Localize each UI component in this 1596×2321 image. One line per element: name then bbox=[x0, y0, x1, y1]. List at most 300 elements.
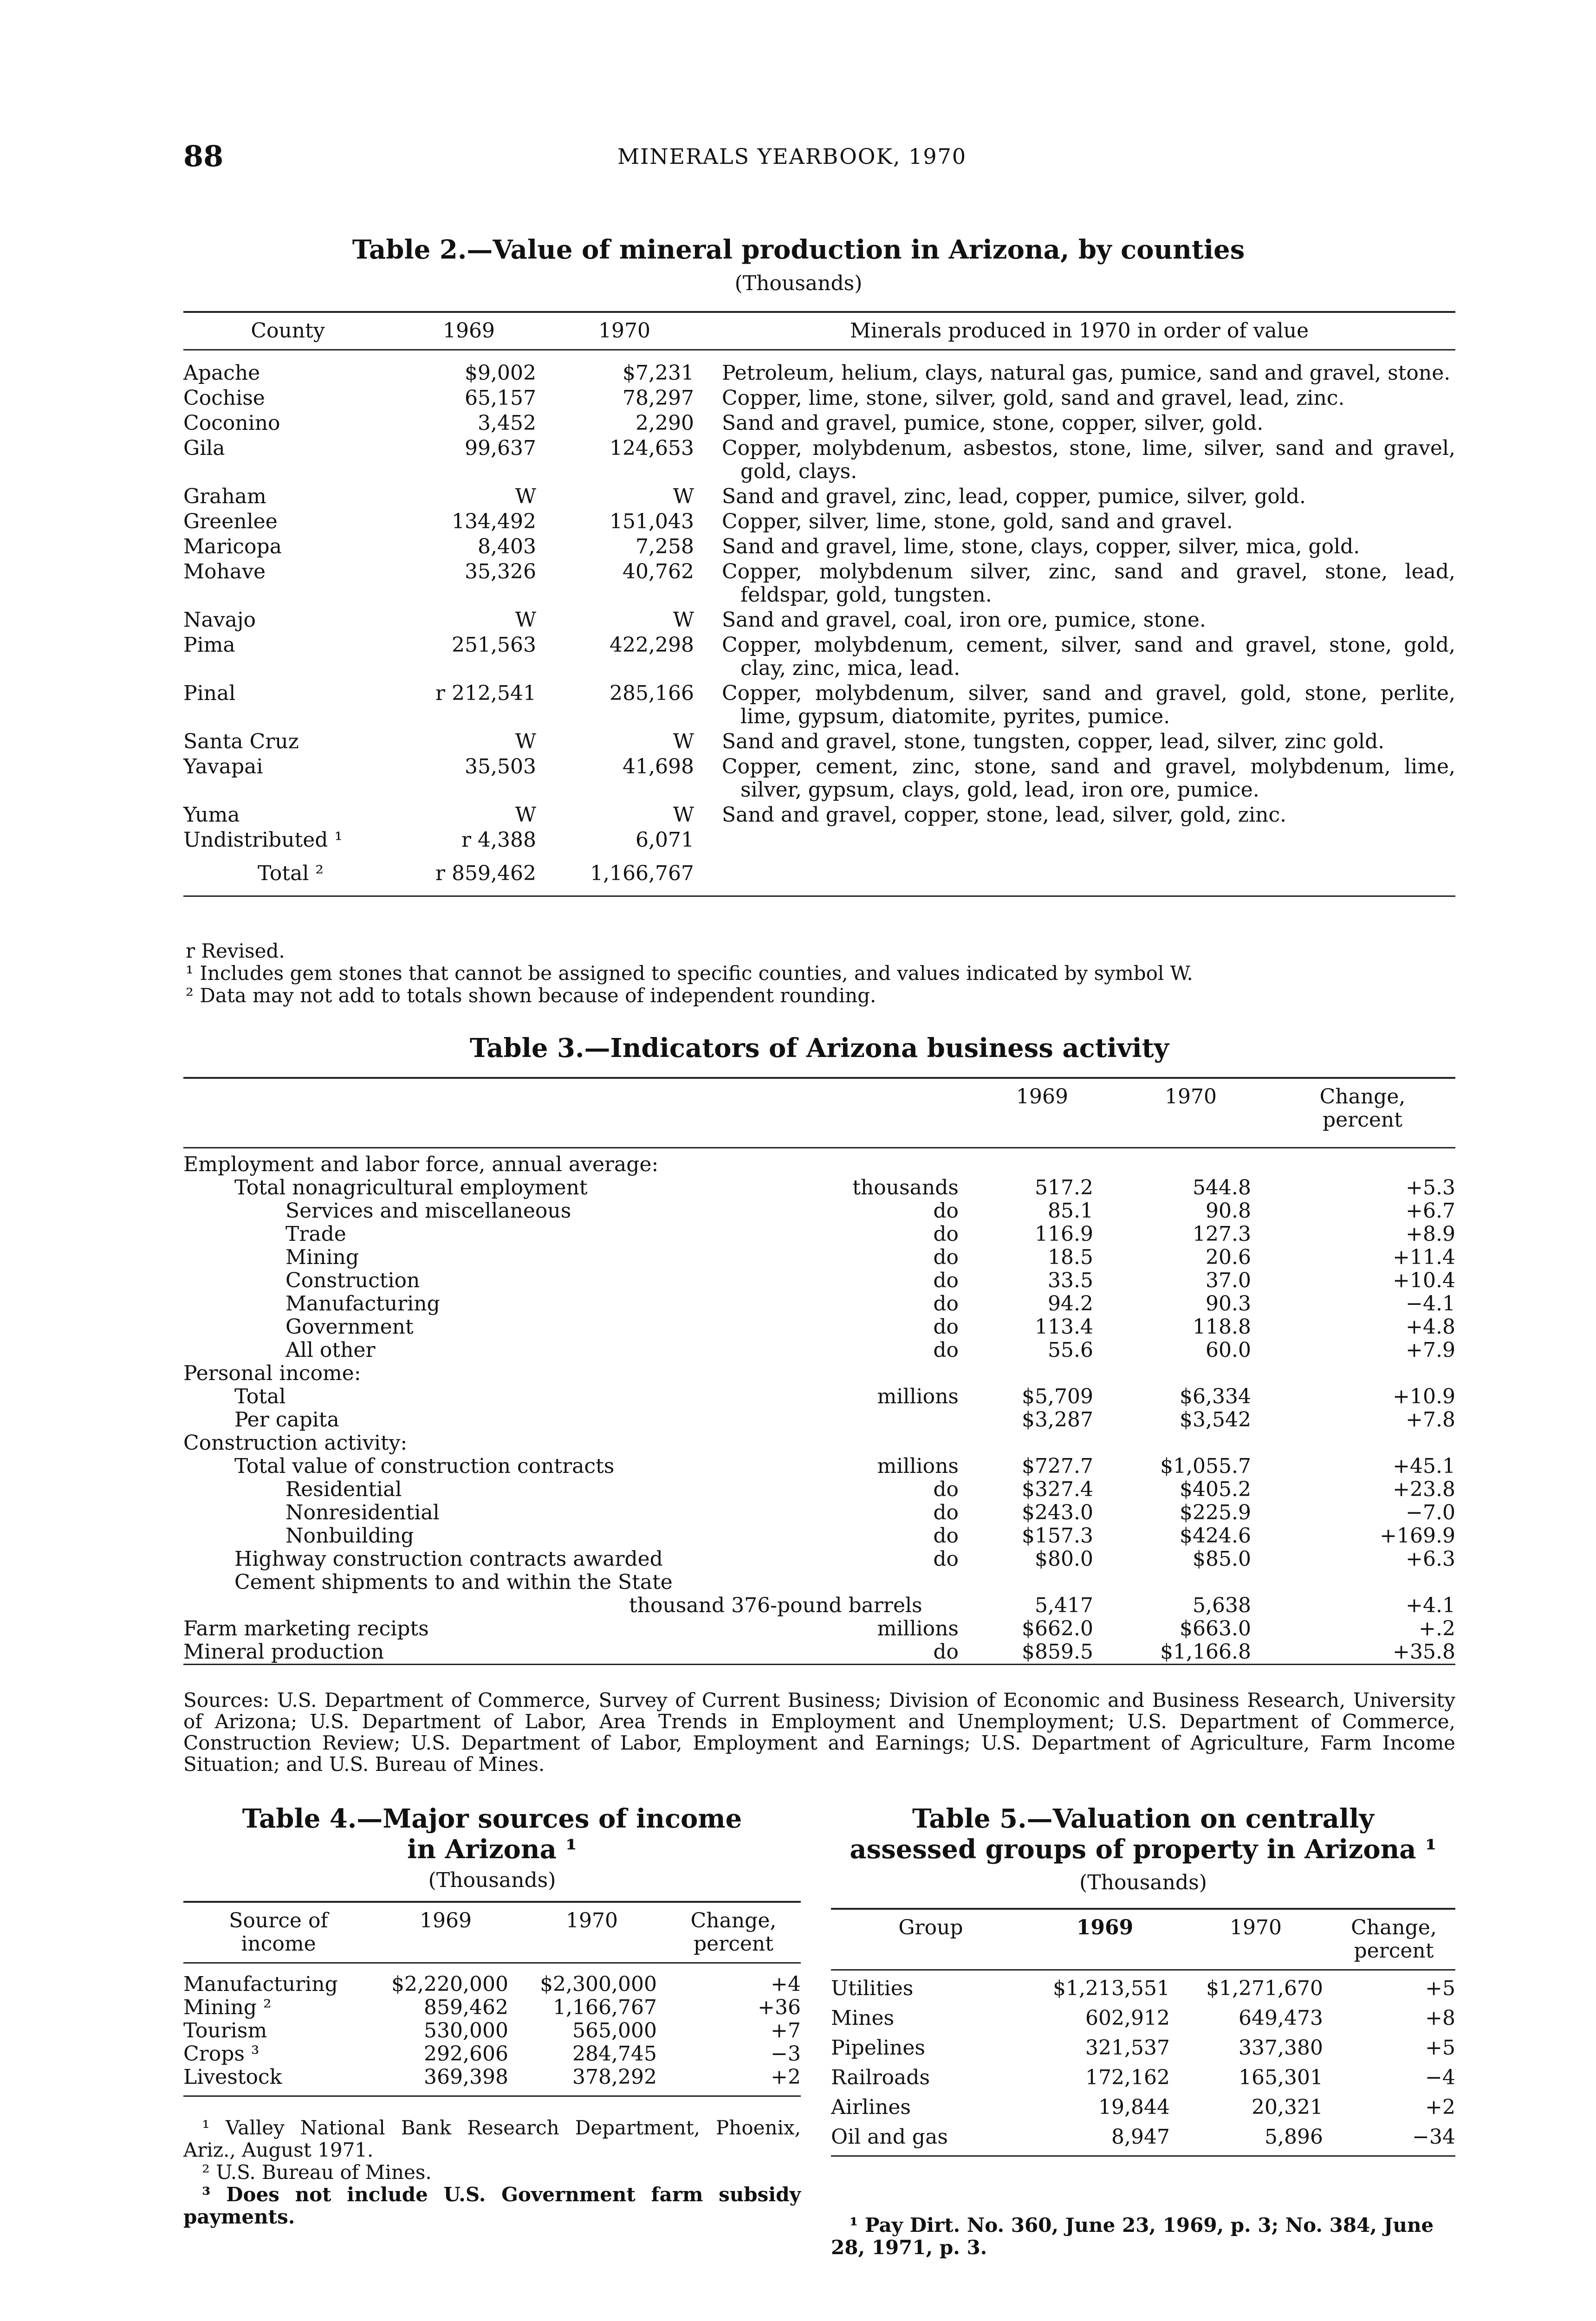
table3-label-text: Construction bbox=[285, 1268, 420, 1292]
table3-change: +.2 bbox=[1419, 1616, 1455, 1640]
table5-change: +8 bbox=[1425, 2006, 1455, 2030]
table3-change: −7.0 bbox=[1406, 1500, 1455, 1524]
table2-value-1969: 99,637 bbox=[465, 436, 536, 460]
table2-minerals: Sand and gravel, stone, tungsten, copper, lead, silver, zinc gold. bbox=[722, 730, 1385, 753]
table3-value-1969: 113.4 bbox=[1035, 1315, 1093, 1339]
table2-header-1969: 1969 bbox=[443, 319, 495, 343]
table5-value-1970: 649,473 bbox=[1239, 2006, 1323, 2030]
table2-minerals: Copper, molybdenum, silver, sand and gravel, gold, stone, perlite, lime, gypsum, diatomite, pyrites, pumice. bbox=[722, 681, 1455, 728]
table3-row bbox=[183, 1594, 1455, 1617]
table2-county: Graham bbox=[183, 485, 266, 508]
table3-unit: do bbox=[933, 1547, 959, 1571]
table4-change: +4 bbox=[771, 1972, 801, 1996]
table3-change bbox=[1270, 1148, 1455, 1176]
table2-note: ¹ Includes gem stones that cannot be assigned to specific counties, and values indicated by symbol W. bbox=[186, 962, 1193, 985]
table3-value-1970: $1,166.8 bbox=[1160, 1640, 1251, 1664]
table5-value-1969: 19,844 bbox=[1098, 2095, 1170, 2119]
table3-row bbox=[183, 1362, 1455, 1385]
table5-notes bbox=[831, 2214, 1455, 2259]
table3-value-1970: $1,055.7 bbox=[1160, 1454, 1251, 1478]
table4-source: Manufacturing bbox=[183, 1972, 338, 1996]
table5-row bbox=[831, 2089, 1455, 2119]
table2-county: Undistributed ¹ bbox=[183, 828, 343, 852]
table2-body bbox=[183, 350, 1455, 852]
table2-row bbox=[183, 483, 1455, 508]
table2-row bbox=[183, 508, 1455, 533]
table2-county: Yuma bbox=[183, 803, 240, 827]
table3-unit: thousands bbox=[852, 1175, 959, 1199]
table3-row bbox=[183, 1501, 1455, 1524]
table2-value-1970: 151,043 bbox=[610, 510, 694, 533]
table4-source: Tourism bbox=[183, 2019, 267, 2042]
table2-county: Gila bbox=[183, 436, 225, 460]
table3-row bbox=[183, 1455, 1455, 1478]
table5-header-change-line1: Change, bbox=[1351, 1916, 1437, 1939]
table3-value-1969: 5,417 bbox=[1035, 1593, 1093, 1617]
table2-value-1969: 35,503 bbox=[465, 755, 536, 778]
table3-value-1969 bbox=[973, 1148, 1112, 1176]
table2-value-1970: 422,298 bbox=[610, 633, 694, 657]
table3-unit: do bbox=[933, 1524, 959, 1548]
table4-title-line2: in Arizona ¹ bbox=[407, 1834, 577, 1865]
table4-title-line1: Table 4.—Major sources of income bbox=[242, 1803, 742, 1834]
table2-value-1969: 134,492 bbox=[452, 510, 536, 533]
table3-unit: do bbox=[933, 1291, 959, 1316]
table2-minerals: Sand and gravel, pumice, stone, copper, silver, gold. bbox=[722, 411, 1264, 435]
table2-value-1969: W bbox=[515, 485, 536, 508]
table3-value-1970: 127.3 bbox=[1193, 1222, 1251, 1246]
table3-unit: millions bbox=[877, 1454, 959, 1478]
table3-value-1970: $3,542 bbox=[1180, 1407, 1251, 1432]
table2-value-1969: 35,326 bbox=[465, 560, 536, 583]
table3-label-text: Total value of construction contracts bbox=[234, 1454, 615, 1478]
table4-change: +7 bbox=[771, 2019, 801, 2042]
table4 bbox=[183, 1901, 801, 2097]
table2-value-1970: 41,698 bbox=[623, 755, 694, 778]
table3-change: +4.8 bbox=[1406, 1315, 1455, 1339]
table4-value-1969: $2,220,000 bbox=[391, 1972, 508, 1996]
table5-value-1970: 337,380 bbox=[1239, 2036, 1323, 2060]
table3-value-1970: 544.8 bbox=[1193, 1175, 1251, 1199]
table3-value-1970: 90.3 bbox=[1206, 1291, 1251, 1316]
table3-header-change-line2: percent bbox=[1323, 1108, 1402, 1132]
table3-change bbox=[1270, 1571, 1455, 1594]
table3-unit: do bbox=[933, 1338, 959, 1362]
table5-group: Railroads bbox=[831, 2066, 930, 2089]
table3-header-change bbox=[1270, 1078, 1455, 1148]
table2-county: Cochise bbox=[183, 386, 265, 410]
table3-unit: do bbox=[933, 1222, 959, 1246]
table2-row bbox=[183, 410, 1455, 435]
table2-row bbox=[183, 350, 1455, 385]
table2-county: Apache bbox=[183, 361, 260, 385]
table2-notes bbox=[186, 940, 1439, 1007]
table3-value-1970: 5,638 bbox=[1193, 1593, 1251, 1617]
table2-value-1970: $7,231 bbox=[623, 361, 694, 385]
table3-value-1969: $662.0 bbox=[1022, 1616, 1093, 1640]
table3-label bbox=[183, 1269, 973, 1292]
table3-label bbox=[183, 1408, 973, 1432]
table3-label-text: Highway construction contracts awarded bbox=[234, 1547, 663, 1571]
table3-label bbox=[183, 1292, 973, 1316]
table2-value-1970: W bbox=[673, 803, 694, 827]
table3-label bbox=[183, 1176, 973, 1199]
table2-value-1970: W bbox=[673, 485, 694, 508]
table3-value-1970: $225.9 bbox=[1180, 1500, 1251, 1524]
table5-header-change bbox=[1332, 1909, 1455, 1970]
table5-value-1970: 20,321 bbox=[1252, 2095, 1323, 2119]
table5-header-group: Group bbox=[898, 1916, 963, 1939]
table5-header-change-line2: percent bbox=[1354, 1939, 1434, 1963]
table3-change: +10.9 bbox=[1393, 1384, 1455, 1408]
table5-group: Airlines bbox=[831, 2095, 911, 2119]
table3-row bbox=[183, 1640, 1455, 1665]
table2-county: Navajo bbox=[183, 608, 256, 632]
table2-row bbox=[183, 533, 1455, 558]
table3-unit: do bbox=[933, 1640, 959, 1664]
table2-row bbox=[183, 753, 1455, 802]
table3-row bbox=[183, 1478, 1455, 1501]
table2-note: r Revised. bbox=[186, 940, 285, 962]
table2-row bbox=[183, 827, 1455, 852]
table5-change: +5 bbox=[1425, 2036, 1455, 2060]
table3-value-1970: 90.8 bbox=[1206, 1199, 1251, 1223]
table2-value-1970: 40,762 bbox=[623, 560, 694, 583]
table4-value-1970: 378,292 bbox=[572, 2065, 657, 2089]
table4-note: ³ Does not include U.S. Government farm subsidy payments. bbox=[183, 2183, 801, 2228]
table2-value-1969: W bbox=[515, 608, 536, 632]
table4-row bbox=[183, 1963, 801, 1997]
table5-note: ¹ Pay Dirt. No. 360, June 23, 1969, p. 3; No. 384, June 28, 1971, p. 3. bbox=[831, 2214, 1434, 2259]
table4-value-1969: 530,000 bbox=[424, 2019, 508, 2042]
table2-value-1969: 3,452 bbox=[478, 411, 536, 435]
table3-label-text: Government bbox=[285, 1315, 414, 1339]
table3-value-1970: 118.8 bbox=[1193, 1315, 1251, 1339]
table3-label bbox=[183, 1385, 973, 1408]
table4-source: Crops ³ bbox=[183, 2042, 260, 2066]
table3-value-1969: $243.0 bbox=[1022, 1500, 1093, 1524]
table5-row bbox=[831, 2060, 1455, 2089]
table3-unit: do bbox=[933, 1477, 959, 1501]
table5-row bbox=[831, 1970, 1455, 2001]
table2-header-minerals: Minerals produced in 1970 in order of value bbox=[850, 319, 1309, 343]
table3-change: +45.1 bbox=[1393, 1454, 1455, 1478]
table3-value-1970: 37.0 bbox=[1206, 1268, 1251, 1292]
table3-label bbox=[183, 1594, 973, 1617]
table5-value-1969: 321,537 bbox=[1085, 2036, 1170, 2060]
table3-change: −4.1 bbox=[1406, 1291, 1455, 1316]
table2-value-1970: 285,166 bbox=[610, 681, 694, 705]
table3-label bbox=[183, 1432, 973, 1455]
table3-header-change-line1: Change, bbox=[1319, 1085, 1406, 1109]
table3-label bbox=[183, 1501, 973, 1524]
table5-subtitle: (Thousands) bbox=[1079, 1871, 1207, 1894]
table4-value-1969: 369,398 bbox=[424, 2065, 508, 2089]
table4-note: ¹ Valley National Bank Research Department, Phoenix, Ariz., August 1971. bbox=[183, 2116, 801, 2161]
table2-county: Yavapai bbox=[183, 755, 263, 778]
table5-group: Oil and gas bbox=[831, 2125, 948, 2149]
table3-label bbox=[183, 1524, 973, 1548]
table4-value-1969: 859,462 bbox=[424, 1996, 508, 2019]
table3-title: Table 3.—Indicators of Arizona business activity bbox=[469, 1033, 1169, 1063]
table4-change: +2 bbox=[771, 2065, 801, 2089]
table5-value-1970: 165,301 bbox=[1239, 2066, 1323, 2089]
table2-total-row bbox=[183, 852, 1455, 896]
table5-group: Mines bbox=[831, 2006, 895, 2030]
table2-value-1969: $9,002 bbox=[465, 361, 536, 385]
table3-label bbox=[183, 1571, 973, 1594]
table3-unit: do bbox=[933, 1245, 959, 1269]
table4-value-1970: 284,745 bbox=[572, 2042, 657, 2066]
table3-label bbox=[183, 1478, 973, 1501]
table4-value-1970: 565,000 bbox=[572, 2019, 657, 2042]
table5 bbox=[831, 1908, 1455, 2157]
table2-row bbox=[183, 632, 1455, 680]
table3-value-1969 bbox=[973, 1362, 1112, 1385]
table3-value-1969: $727.7 bbox=[1022, 1454, 1093, 1478]
table3-label-text: Personal income: bbox=[183, 1361, 361, 1385]
table3-value-1970: 20.6 bbox=[1206, 1245, 1251, 1269]
table2-county: Maricopa bbox=[183, 535, 282, 558]
table5-change: −4 bbox=[1425, 2066, 1455, 2089]
table3-value-1969: 85.1 bbox=[1048, 1199, 1093, 1223]
table2-value-1969: r 4,388 bbox=[461, 828, 536, 852]
table3-change: +11.4 bbox=[1393, 1245, 1455, 1269]
table3-label-text: Manufacturing bbox=[285, 1291, 440, 1316]
table2-value-1969: 251,563 bbox=[452, 633, 536, 657]
table3-value-1969: $5,709 bbox=[1022, 1384, 1093, 1408]
table3-label bbox=[183, 1246, 973, 1269]
table4-header-1970: 1970 bbox=[566, 1909, 618, 1932]
table2-subtitle: (Thousands) bbox=[734, 272, 863, 295]
table4-note: ² U.S. Bureau of Mines. bbox=[202, 2161, 432, 2184]
table3-label-text: Farm marketing recipts bbox=[183, 1616, 429, 1640]
page-number: 88 bbox=[183, 139, 224, 173]
table4-header-1969: 1969 bbox=[420, 1909, 472, 1932]
table3-value-1970 bbox=[1112, 1362, 1270, 1385]
table3-label-text: Mineral production bbox=[183, 1640, 384, 1664]
table2-value-1970: 6,071 bbox=[636, 828, 694, 852]
table3-change: +10.4 bbox=[1393, 1268, 1455, 1292]
table3-label-text: Nonresidential bbox=[285, 1500, 440, 1524]
table4-header-change-line1: Change, bbox=[690, 1909, 777, 1932]
table2-value-1969: 65,157 bbox=[465, 386, 536, 410]
table3-change: +169.9 bbox=[1380, 1524, 1455, 1548]
table2-value-1970: 124,653 bbox=[610, 436, 694, 460]
table3-change: +35.8 bbox=[1393, 1640, 1455, 1664]
table5-row bbox=[831, 2030, 1455, 2060]
table3-row bbox=[183, 1524, 1455, 1548]
table3-label bbox=[183, 1362, 973, 1385]
table3-change bbox=[1270, 1432, 1455, 1455]
table3-row bbox=[183, 1223, 1455, 1246]
table3-row bbox=[183, 1617, 1455, 1640]
table3-row bbox=[183, 1246, 1455, 1269]
table5-change: +5 bbox=[1425, 1977, 1455, 2000]
table2-row bbox=[183, 435, 1455, 483]
table2-value-1970: 7,258 bbox=[636, 535, 694, 558]
table3-label-text: Total bbox=[234, 1384, 286, 1408]
table3-change: +23.8 bbox=[1393, 1477, 1455, 1501]
table4-body bbox=[183, 1963, 801, 2096]
table3-value-1969 bbox=[973, 1432, 1112, 1455]
table3-unit: do bbox=[933, 1199, 959, 1223]
table2-header-1970: 1970 bbox=[598, 319, 650, 343]
table2-minerals: Petroleum, helium, clays, natural gas, pumice, sand and gravel, stone. bbox=[722, 361, 1451, 385]
table3-value-1969: 94.2 bbox=[1048, 1291, 1093, 1316]
table2-row bbox=[183, 558, 1455, 607]
table5-body bbox=[831, 1970, 1455, 2156]
table3-label-text: Per capita bbox=[234, 1407, 339, 1432]
table4-notes bbox=[183, 2117, 801, 2228]
table3-value-1970: 60.0 bbox=[1206, 1338, 1251, 1362]
table4-header-source: Source of income bbox=[229, 1909, 328, 1956]
table4-change: −3 bbox=[771, 2042, 801, 2066]
table2-county: Coconino bbox=[183, 411, 280, 435]
table3-label-text: Employment and labor force, annual average: bbox=[183, 1152, 659, 1176]
table5-title-line2: assessed groups of property in Arizona ¹ bbox=[850, 1834, 1437, 1865]
table3-row bbox=[183, 1339, 1455, 1362]
table3-row bbox=[183, 1148, 1455, 1176]
table3-label-text: Mining bbox=[285, 1245, 359, 1269]
table5-group: Pipelines bbox=[831, 2036, 925, 2060]
table5-row bbox=[831, 2000, 1455, 2030]
table5-value-1969: 602,912 bbox=[1085, 2006, 1170, 2030]
table3-change: +7.9 bbox=[1406, 1338, 1455, 1362]
table2-value-1970: W bbox=[673, 608, 694, 632]
table3-label bbox=[183, 1455, 973, 1478]
table3-value-1970: $663.0 bbox=[1180, 1616, 1251, 1640]
table2 bbox=[183, 311, 1455, 897]
table3-label-text: Construction activity: bbox=[183, 1431, 408, 1455]
table3-value-1970: $405.2 bbox=[1180, 1477, 1251, 1501]
table3-value-1969: $80.0 bbox=[1035, 1547, 1093, 1571]
table2-value-1969: 8,403 bbox=[478, 535, 536, 558]
table3-label-text: Services and miscellaneous bbox=[285, 1199, 571, 1223]
table2-value-1969: r 212,541 bbox=[435, 681, 536, 705]
table2-value-1970: W bbox=[673, 730, 694, 753]
table3-value-1969: $327.4 bbox=[1022, 1477, 1093, 1501]
table5-value-1970: 5,896 bbox=[1265, 2125, 1323, 2149]
table3-unit: millions bbox=[877, 1384, 959, 1408]
table3-value-1969: 116.9 bbox=[1035, 1222, 1093, 1246]
table3-label-text: All other bbox=[285, 1338, 376, 1362]
table3-label-text: Nonbuilding bbox=[285, 1524, 414, 1548]
table2-minerals: Copper, molybdenum, cement, silver, sand and gravel, stone, gold, clay, zinc, mica, lead. bbox=[722, 633, 1455, 680]
table2-county: Mohave bbox=[183, 560, 266, 583]
table3-label bbox=[183, 1548, 973, 1571]
table3-change bbox=[1270, 1362, 1455, 1385]
table5-header-1969: 1969 bbox=[1076, 1916, 1134, 1939]
table2-minerals: Copper, molybdenum, asbestos, stone, lime, silver, sand and gravel, gold, clays. bbox=[722, 436, 1455, 483]
table5-value-1969: $1,213,551 bbox=[1053, 1977, 1170, 2000]
table4-row bbox=[183, 1996, 801, 2019]
table5-title-line1: Table 5.—Valuation on centrally bbox=[912, 1803, 1374, 1834]
table5-row bbox=[831, 2119, 1455, 2156]
table3-label bbox=[183, 1223, 973, 1246]
table2-minerals: Sand and gravel, copper, stone, lead, silver, gold, zinc. bbox=[722, 803, 1287, 827]
table4-value-1970: 1,166,767 bbox=[553, 1996, 657, 2019]
table4-row bbox=[183, 2042, 801, 2066]
table5-value-1970: $1,271,670 bbox=[1206, 1977, 1323, 2000]
table5-value-1969: 172,162 bbox=[1085, 2066, 1170, 2089]
table3-sources: Sources: U.S. Department of Commerce, Survey of Current Business; Division of Economic and Business Research, University of Arizona; U.S. Department of Labor, Area Trends in Employment and Unemployment; U.S. Department of Commerce, Construction Review; U.S. Department of Labor, Employment and Earnings; U.S. Department of Agriculture, Farm Income Situation; and U.S. Bureau of Mines. bbox=[183, 1689, 1455, 1776]
table2-minerals: Copper, lime, stone, silver, gold, sand and gravel, lead, zinc. bbox=[722, 386, 1345, 410]
table4-value-1969: 292,606 bbox=[424, 2042, 508, 2066]
table3-body bbox=[183, 1148, 1455, 1664]
table2-minerals: Copper, silver, lime, stone, gold, sand and gravel. bbox=[722, 510, 1233, 533]
table3-change: +5.3 bbox=[1406, 1175, 1455, 1199]
table3-value-1970 bbox=[1112, 1571, 1270, 1594]
table3-value-1969: $859.5 bbox=[1022, 1640, 1093, 1664]
table3-unit: do bbox=[933, 1268, 959, 1292]
table2-county: Greenlee bbox=[183, 510, 278, 533]
table4-title bbox=[183, 1803, 801, 1865]
table3-value-1970 bbox=[1112, 1432, 1270, 1455]
table3-label bbox=[183, 1148, 973, 1176]
table4-row bbox=[183, 2019, 801, 2042]
table3-value-1969 bbox=[973, 1571, 1112, 1594]
table4-subtitle: (Thousands) bbox=[428, 1868, 556, 1892]
table3-row bbox=[183, 1176, 1455, 1199]
table3-label-text: Cement shipments to and within the State bbox=[234, 1570, 673, 1594]
table3-value-1970 bbox=[1112, 1148, 1270, 1176]
table5-change: +2 bbox=[1425, 2095, 1455, 2119]
table3-row bbox=[183, 1199, 1455, 1223]
table2-county: Pima bbox=[183, 633, 235, 657]
table3 bbox=[183, 1077, 1455, 1665]
table2-row bbox=[183, 607, 1455, 632]
table3-change: +4.1 bbox=[1406, 1593, 1455, 1617]
table2-header-county: County bbox=[251, 319, 325, 343]
table2-value-1969: W bbox=[515, 730, 536, 753]
running-head: MINERALS YEARBOOK, 1970 bbox=[617, 144, 967, 169]
table3-value-1969: 517.2 bbox=[1035, 1175, 1093, 1199]
table2-total-1969: r 859,462 bbox=[435, 862, 536, 885]
table4-change: +36 bbox=[758, 1996, 801, 2019]
table2-row bbox=[183, 385, 1455, 410]
table3-label-text: Trade bbox=[285, 1222, 346, 1246]
table2-minerals bbox=[703, 827, 1455, 852]
table3-label bbox=[183, 1617, 973, 1640]
table5-group: Utilities bbox=[831, 1977, 914, 2000]
table3-header-1969: 1969 bbox=[1016, 1085, 1068, 1109]
table2-value-1970: 78,297 bbox=[623, 386, 694, 410]
table3-label-text: thousand 376-pound barrels bbox=[629, 1593, 922, 1617]
table5-header-1970: 1970 bbox=[1230, 1916, 1282, 1939]
table4-source: Livestock bbox=[183, 2065, 282, 2089]
table3-value-1969: 18.5 bbox=[1048, 1245, 1093, 1269]
table3-row bbox=[183, 1292, 1455, 1316]
table5-value-1969: 8,947 bbox=[1111, 2125, 1170, 2149]
table2-total-1970: 1,166,767 bbox=[590, 862, 694, 885]
table2-minerals: Sand and gravel, coal, iron ore, pumice, stone. bbox=[722, 608, 1206, 632]
table3-label-text: Total nonagricultural employment bbox=[234, 1175, 588, 1199]
table2-row bbox=[183, 802, 1455, 827]
table3-value-1970: $6,334 bbox=[1180, 1384, 1251, 1408]
table3-unit: do bbox=[933, 1315, 959, 1339]
table3-row bbox=[183, 1385, 1455, 1408]
table2-title: Table 2.—Value of mineral production in Arizona, by counties bbox=[352, 234, 1245, 265]
table4-value-1970: $2,300,000 bbox=[540, 1972, 657, 1996]
table3-value-1970: $85.0 bbox=[1193, 1547, 1251, 1571]
table4-header-change-line2: percent bbox=[694, 1932, 773, 1956]
table3-row bbox=[183, 1548, 1455, 1571]
table2-county: Pinal bbox=[183, 681, 236, 705]
table2-minerals: Sand and gravel, zinc, lead, copper, pumice, silver, gold. bbox=[722, 485, 1306, 508]
table2-minerals: Copper, molybdenum silver, zinc, sand and gravel, stone, lead, feldspar, gold, tungsten. bbox=[722, 560, 1455, 607]
table4-header-change bbox=[666, 1902, 801, 1963]
